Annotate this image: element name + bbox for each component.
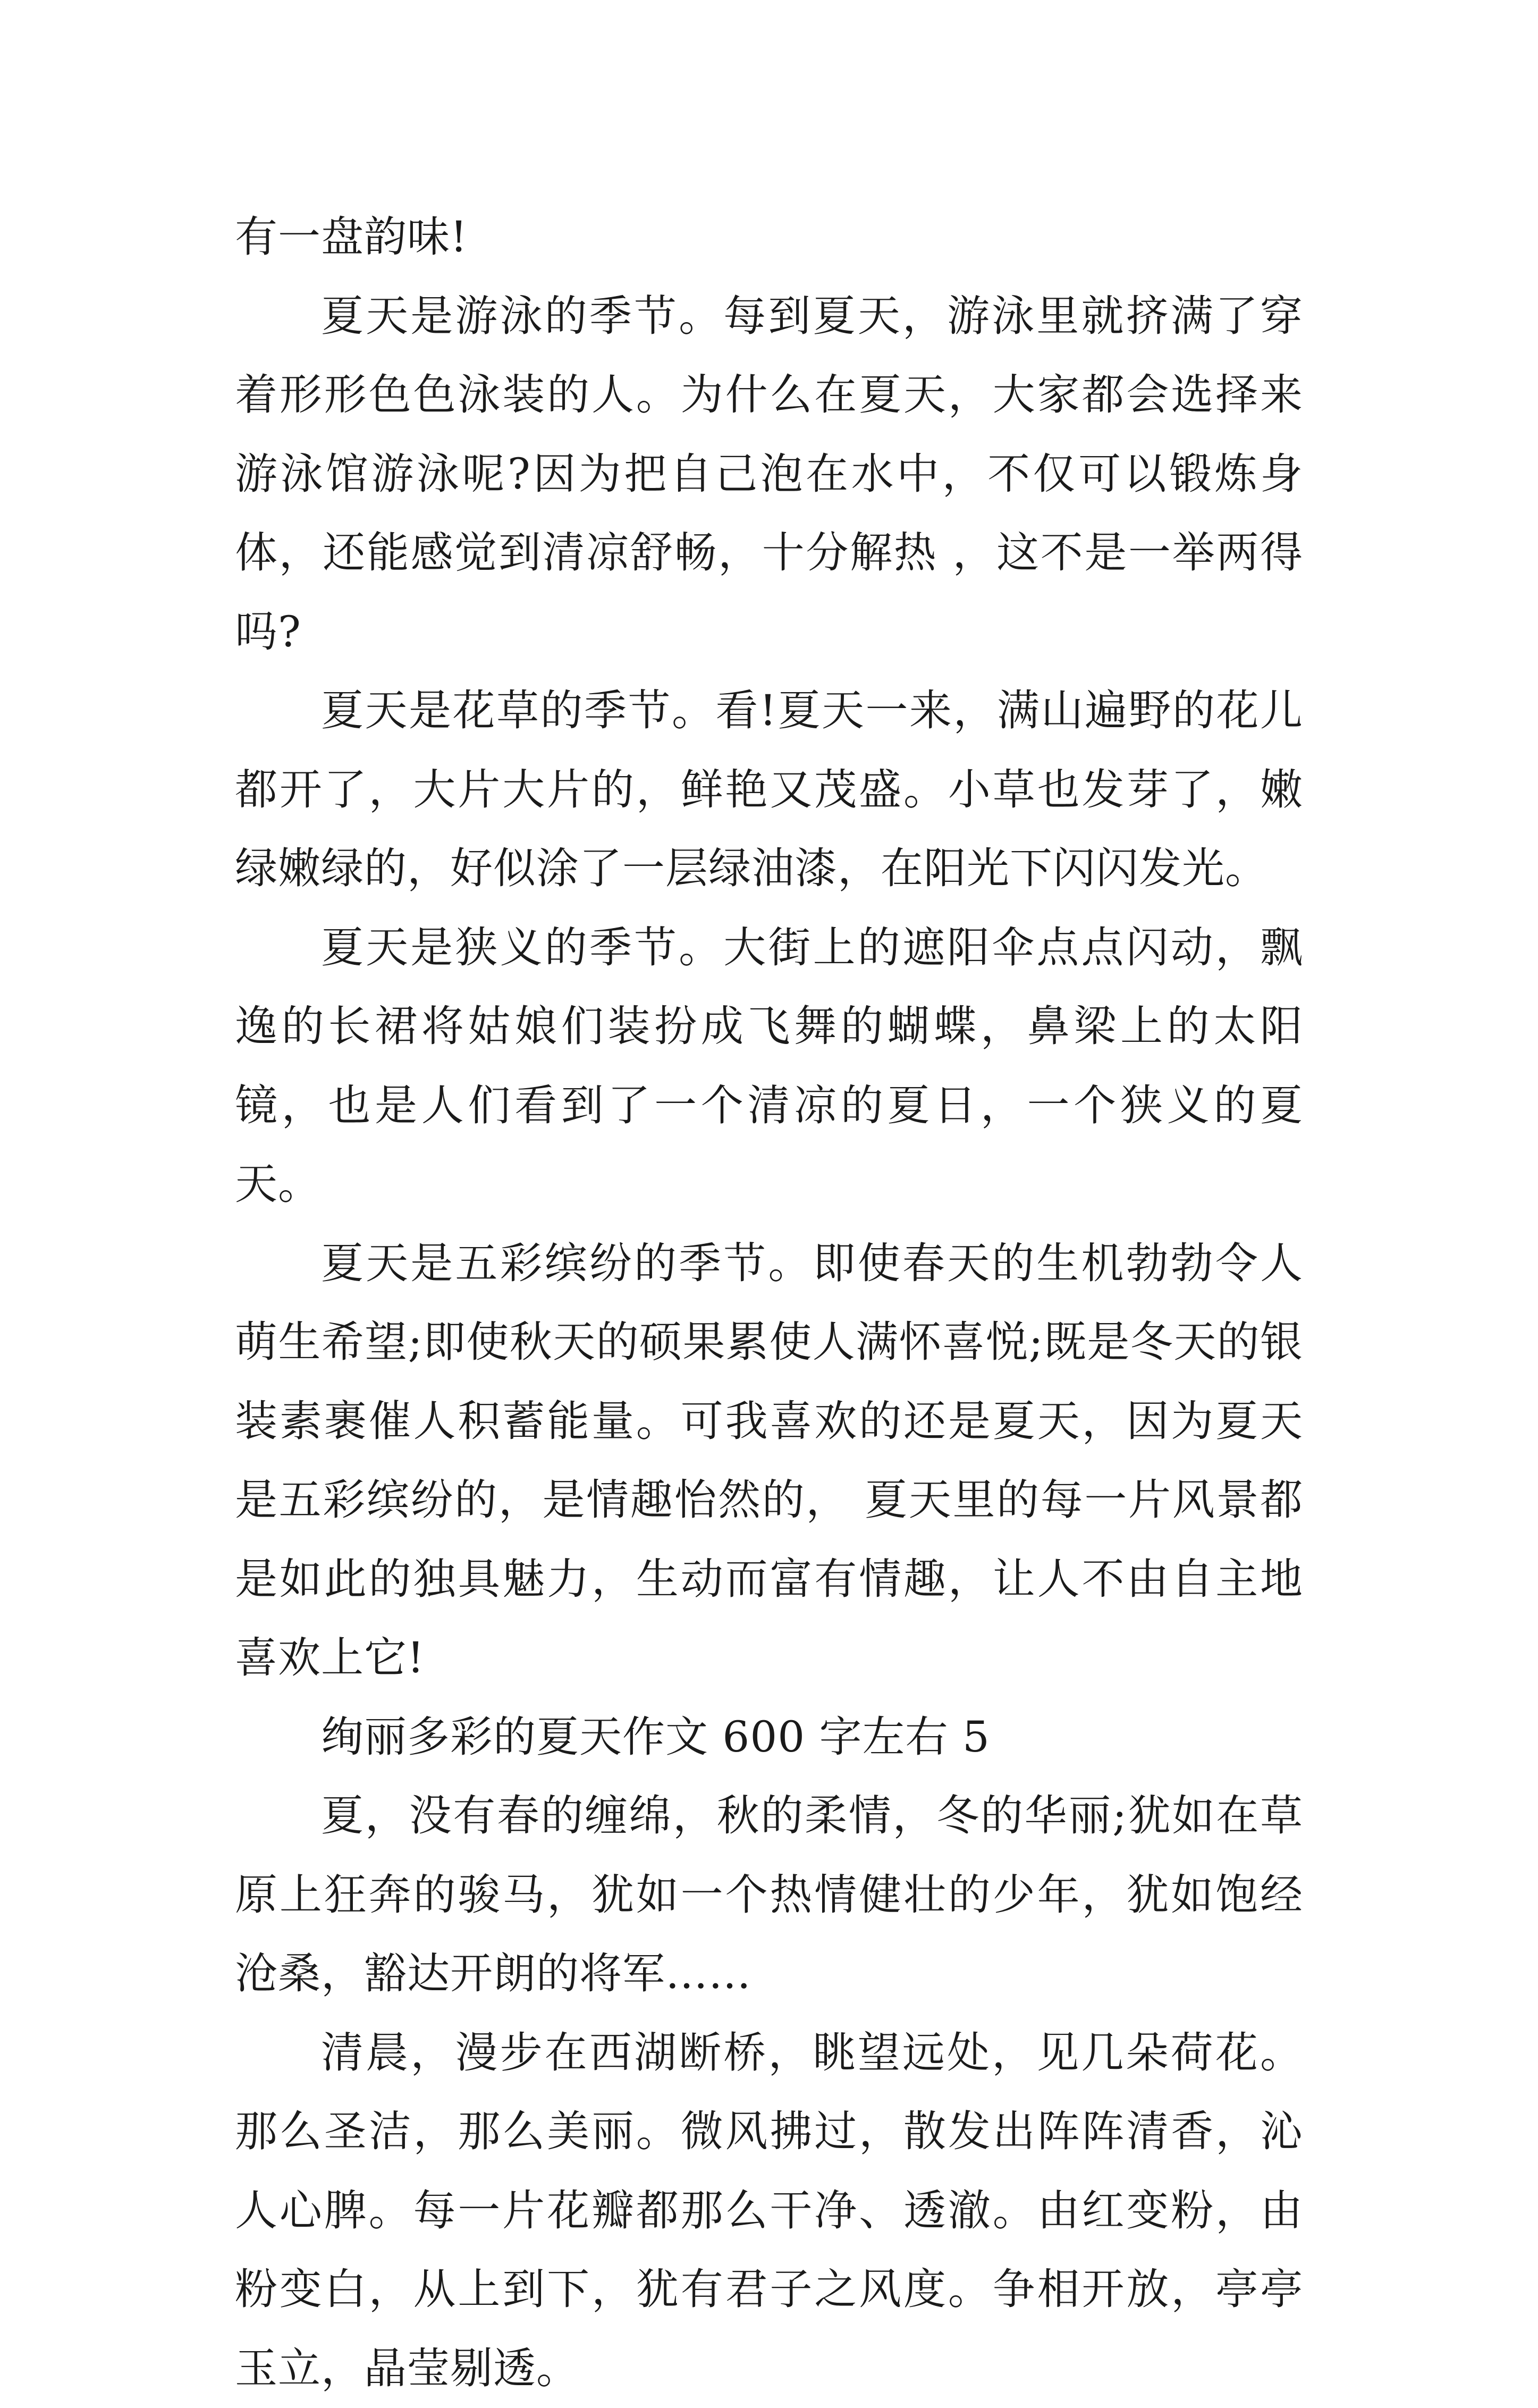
paragraph-swimming: 夏天是游泳的季节。每到夏天，游泳里就挤满了穿着形形色色泳装的人。为什么在夏天，大家都会选择来游泳馆游泳呢?因为把自己泡在水中，不仅可以锻炼身体，还能感觉到清凉舒畅，十分解热 ，这不是一举两得吗? [235,277,1303,672]
paragraph-summer-intro: 夏，没有春的缠绵，秋的柔情，冬的华丽;犹如在草原上狂奔的骏马，犹如一个热情健壮的少年，犹如饱经沧桑，豁达开朗的将军…… [235,1776,1303,2014]
paragraph-colorful: 夏天是五彩缤纷的季节。即使春天的生机勃勃令人萌生希望;即使秋天的硕果累使人满怀喜悦;既是冬天的银装素裹催人积蓄能量。可我喜欢的还是夏天，因为夏天是五彩缤纷的，是情趣怡然的， 夏天里的每一片风景都是如此的独具魅力，生动而富有情趣，让人不由自主地喜欢上它! [235,1224,1303,1698]
paragraph-morning: 清晨，漫步在西湖断桥，眺望远处，见几朵荷花。那么圣洁，那么美丽。微风拂过，散发出阵阵清香，沁人心脾。每一片花瓣都那么干净、透澈。由红变粉，由粉变白，从上到下，犹有君子之风度。争相开放，亭亭玉立，晶莹剔透。 [235,2014,1303,2408]
document-body [235,198,1303,2408]
paragraph-chivalry: 夏天是狭义的季节。大街上的遮阳伞点点闪动，飘逸的长裙将姑娘们装扮成飞舞的蝴蝶，鼻梁上的太阳镜，也是人们看到了一个清凉的夏日，一个狭义的夏天。 [235,908,1303,1224]
section-heading: 绚丽多彩的夏天作文 600 字左右 5 [235,1698,1303,1777]
paragraph-continuation: 有一盘韵味! [235,198,1303,277]
paragraph-flowers: 夏天是花草的季节。看!夏天一来，满山遍野的花儿都开了，大片大片的，鲜艳又茂盛。小草也发芽了，嫩绿嫩绿的，好似涂了一层绿油漆，在阳光下闪闪发光。 [235,671,1303,908]
